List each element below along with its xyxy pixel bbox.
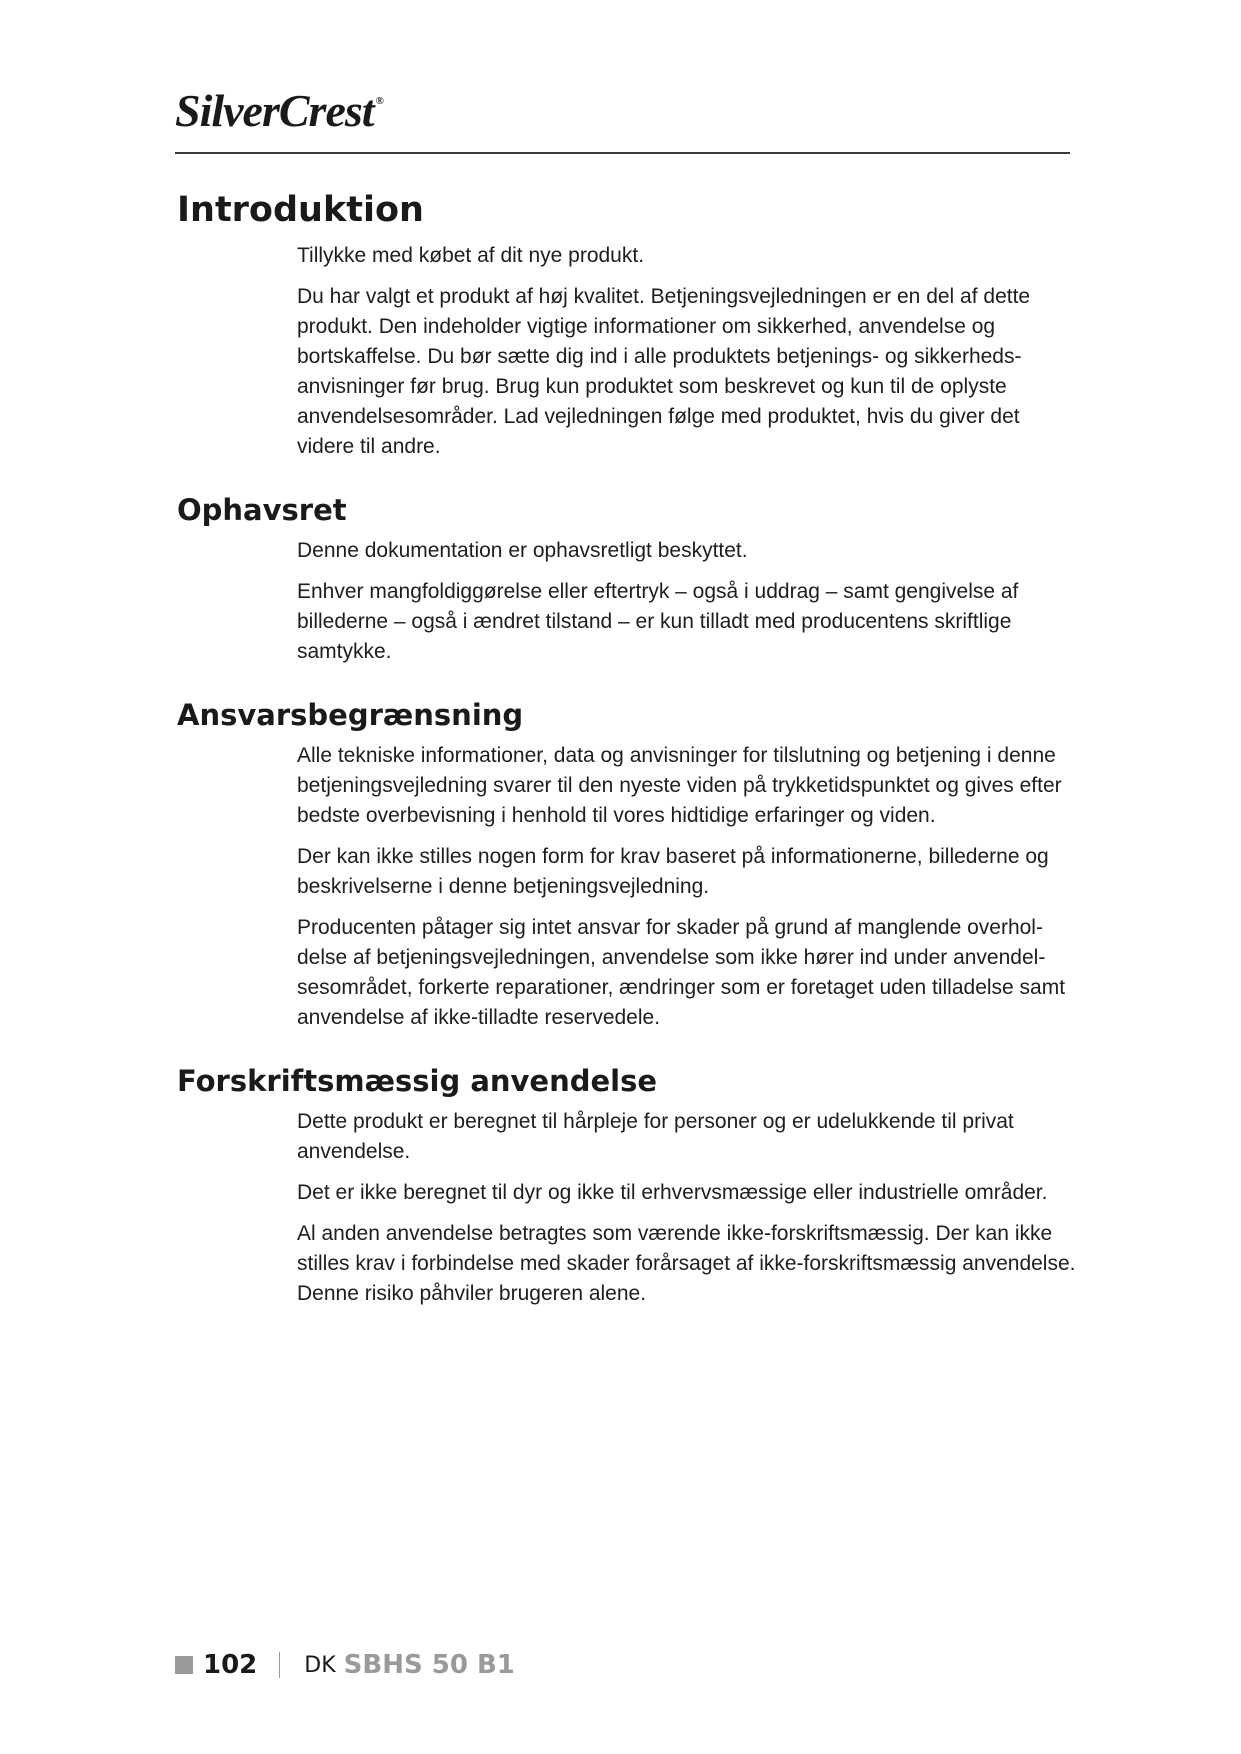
footer-square-marker bbox=[175, 1656, 193, 1674]
section-forskriftsmaessig-anvendelse bbox=[177, 1059, 1077, 1309]
header-rule bbox=[175, 152, 1070, 154]
silvercrest-logo bbox=[175, 85, 383, 136]
page-footer bbox=[175, 1645, 515, 1685]
section-ansvarsbegraensning bbox=[177, 693, 1077, 1033]
paragraph: Al anden anvendelse betragtes som værende ikke-forskriftsmæssig. Der kan ikke stilles krav i forbindelse med skader forårsaget af ikke-forskriftsmæssig anvendelse. Denne risiko påhviler brugeren alene. bbox=[297, 1222, 1076, 1305]
paragraph: Producenten påtager sig intet ansvar for skader på grund af manglende overholdelse af betjeningsvejledningen, anvendelse som ikke hører ind under anvendelsesområdet, forkerte reparationer, ændringer som er foretaget uden tilladelse samt anvendelse af ikke-tilladte reservedele. bbox=[297, 916, 1066, 1029]
paragraph: Tillykke med købet af dit nye produkt. bbox=[297, 244, 645, 267]
language-code: DK bbox=[304, 1652, 336, 1678]
section-ophavsret bbox=[177, 488, 1077, 667]
section-title: Ophavsret bbox=[177, 493, 347, 527]
brand-name: SilverCrest bbox=[175, 85, 374, 136]
document-body bbox=[177, 185, 1077, 1320]
paragraph: Denne dokumentation er ophavsretligt beskyttet. bbox=[297, 539, 748, 562]
paragraph: Du har valgt et produkt af høj kvalitet. Betjeningsvejledningen er en del af dette produkt. Den indeholder vigtige informationer om sikkerhed, anvendelse og bortskaffelse. Du bør sætte dig ind i alle produktets betjenings- og sikkerhedsanvisninger før brug. Brug kun produktet som beskrevet og kun til de oplyste anvendelsesområder. Lad vejledningen følge med produktet, hvis du giver det videre til andre. bbox=[297, 285, 1031, 458]
section-title: Forskriftsmæssig anvendelse bbox=[177, 1064, 658, 1098]
page-number: 102 bbox=[203, 1650, 258, 1680]
registered-mark: ® bbox=[375, 95, 383, 107]
section-introduktion bbox=[177, 185, 1077, 462]
paragraph: Enhver mangfoldiggørelse eller eftertryk – også i uddrag – samt gengivelse af billederne – også i ændret tilstand – er kun tilladt med producentens skriftlige samtykke. bbox=[297, 580, 1019, 663]
paragraph: Der kan ikke stilles nogen form for krav baseret på informationerne, billederne og beskrivelserne i denne betjeningsvejledning. bbox=[297, 845, 1049, 898]
footer-divider bbox=[279, 1652, 280, 1678]
section-title: Introduktion bbox=[177, 190, 424, 230]
paragraph: Dette produkt er beregnet til hårpleje for personer og er udelukkende til privat anvendelse. bbox=[297, 1110, 1014, 1163]
model-number: SBHS 50 B1 bbox=[343, 1650, 515, 1680]
section-title: Ansvarsbegrænsning bbox=[177, 698, 524, 732]
paragraph: Det er ikke beregnet til dyr og ikke til erhvervsmæssige eller industrielle områder. bbox=[297, 1181, 1048, 1204]
paragraph: Alle tekniske informationer, data og anvisninger for tilslutning og betjening i denne betjeningsvejledning svarer til den nyeste viden på trykketidspunktet og gives efter bedste overbevisning i henhold til vores hidtidige erfaringer og viden. bbox=[297, 744, 1062, 827]
